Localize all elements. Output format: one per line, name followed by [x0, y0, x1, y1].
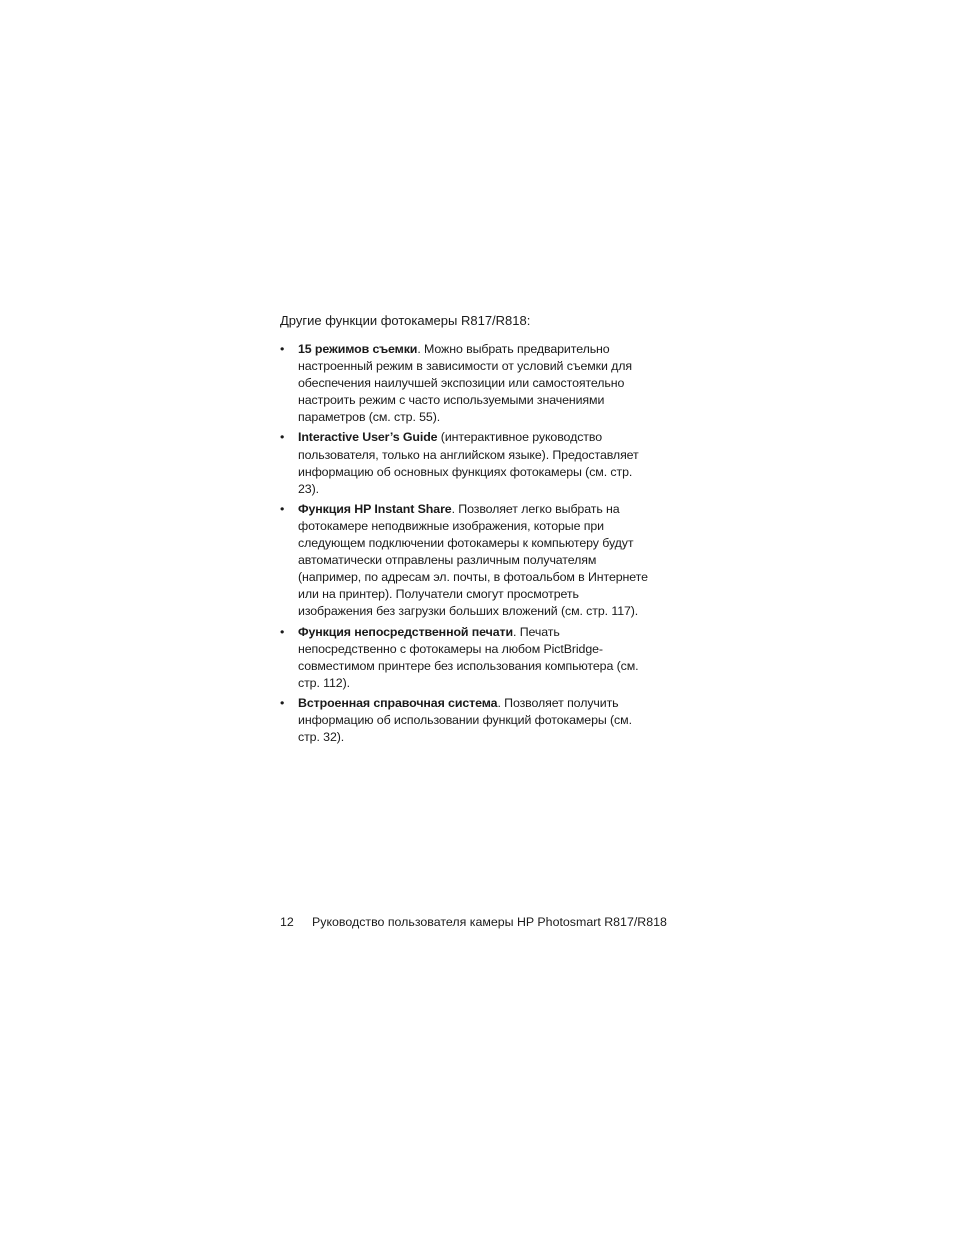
feature-item: [280, 501, 650, 621]
intro-text: Другие функции фотокамеры R817/R818:: [280, 313, 531, 328]
feature-title: Функция HP Instant Share: [298, 501, 452, 516]
feature-title: Функция непосредственной печати: [298, 624, 514, 639]
feature-description: . Позволяет легко выбрать на фотокамере неподвижные изображения, которые при следующем подключении фотокамеры к компьютеру будут автоматически отправлены различным получателям (например, по адресам эл. почты, в фотоальбом в Интернете или на принтер). Получатели смогут просмотреть изображения без загрузки больших вложений (см. стр. 117).: [298, 501, 648, 619]
feature-title: 15 режимов съемки: [298, 342, 418, 356]
bullet-icon: •: [280, 501, 285, 516]
feature-item: [280, 624, 650, 692]
feature-description: . Можно выбрать предварительно настроенный режим в зависимости от условий съемки для обеспечения наилучшей экспозиции или самостоятельно настроить режим с часто используемыми значениями параметров (см. стр. 55).: [298, 342, 633, 425]
footer-title: Руководство пользователя камеры HP Photosmart R817/R818: [312, 915, 667, 929]
feature-title: Встроенная справочная система: [298, 695, 498, 710]
feature-title: Interactive User’s Guide: [298, 430, 438, 445]
feature-item: [280, 341, 650, 426]
feature-description: . Печать непосредственно с фотокамеры на любом PictBridge-совместимом принтере без использования компьютера (см. стр. 112).: [298, 624, 639, 690]
bullet-icon: •: [280, 342, 285, 356]
feature-item: [280, 695, 650, 746]
feature-description: . Позволяет получить информацию об использовании функций фотокамеры (см. стр. 32).: [298, 695, 632, 745]
bullet-icon: •: [280, 695, 285, 710]
page-content: [280, 312, 650, 749]
feature-item: [280, 429, 650, 497]
page-footer: [280, 914, 667, 931]
page-number: 12: [280, 915, 294, 929]
feature-list: [280, 341, 650, 746]
bullet-icon: •: [280, 430, 285, 445]
bullet-icon: •: [280, 624, 285, 639]
feature-description: (интерактивное руководство пользователя, только на английском языке). Предоставляет информацию об основных функциях фотокамеры (см. стр. 23).: [298, 430, 639, 496]
